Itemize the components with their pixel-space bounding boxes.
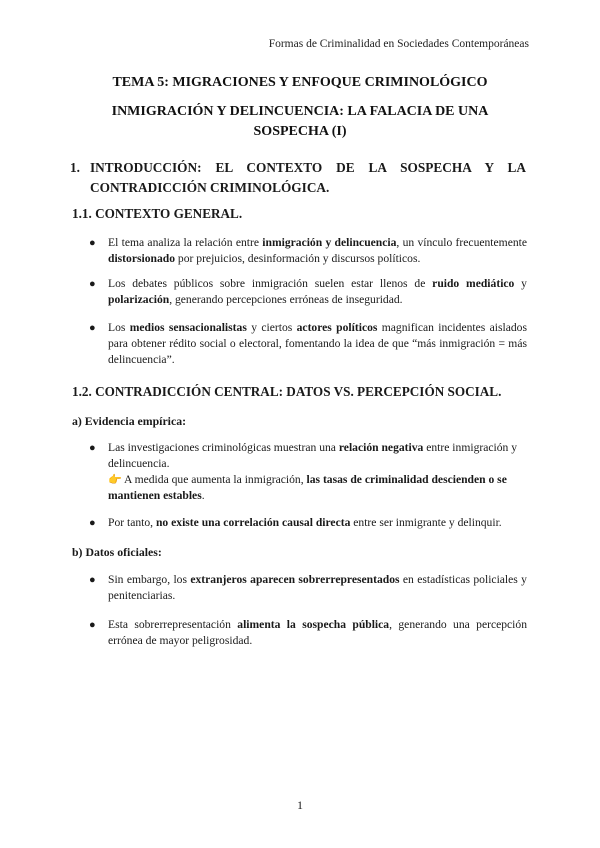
list-item: ● Sin embargo, los extranjeros aparecen sobrerrepresentados en estadísticas policiales y penitenciarias. bbox=[89, 573, 527, 602]
section-1-2-heading: 1.2. CONTRADICCIÓN CENTRAL: DATOS VS. PERCEPCIÓN SOCIAL. bbox=[72, 384, 502, 399]
topic-title: TEMA 5: MIGRACIONES Y ENFOQUE CRIMINOLÓGICO bbox=[112, 75, 488, 90]
list-item: ● Esta sobrerrepresentación alimenta la sospecha pública, generando una percepción errónea de mayor peligrosidad. bbox=[89, 618, 527, 647]
running-header: Formas de Criminalidad en Sociedades Contemporáneas bbox=[268, 38, 529, 50]
bullet-icon: ● bbox=[89, 517, 96, 529]
list-item: ● El tema analiza la relación entre inmigración y delincuencia, un vínculo frecuentemente distorsionado por prejuicios, desinformación y discursos políticos. bbox=[89, 236, 527, 265]
subtitle-line-2: SOSPECHA (I) bbox=[253, 124, 347, 139]
section-1-heading bbox=[70, 158, 526, 198]
subsection-b-heading: b) Datos oficiales: bbox=[72, 545, 162, 559]
section-1-number: 1. bbox=[70, 160, 80, 175]
subsection-a-heading: a) Evidencia empírica: bbox=[72, 414, 187, 428]
list-item: ● Por tanto, no existe una correlación causal directa entre ser inmigrante y delinquir. bbox=[89, 516, 502, 529]
bullet-icon: ● bbox=[89, 278, 96, 290]
bullet-icon: ● bbox=[89, 619, 96, 631]
list-item: ● Los debates públicos sobre inmigración suelen estar llenos de ruido mediático y polarización, generando percepciones erróneas de inseguridad. bbox=[89, 277, 527, 306]
list-item: ● Los medios sensacionalistas y ciertos actores políticos magnifican incidentes aislados para obtener rédito social o electoral, fomentando la idea de que “más inmigración = más delincuencia”. bbox=[89, 321, 527, 366]
pointing-hand-icon: 👉 bbox=[108, 473, 122, 486]
subtitle bbox=[60, 102, 540, 142]
section-1-1-heading: 1.1. CONTEXTO GENERAL. bbox=[72, 206, 243, 221]
bullet-icon: ● bbox=[89, 442, 96, 454]
page-number: 1 bbox=[297, 798, 303, 812]
subtitle-line-1: INMIGRACIÓN Y DELINCUENCIA: LA FALACIA DE UNA bbox=[111, 104, 489, 119]
section-1-title: INTRODUCCIÓN: EL CONTEXTO DE LA SOSPECHA Y LA CONTRADICCIÓN CRIMINOLÓGICA. bbox=[90, 160, 526, 195]
bullet-icon: ● bbox=[89, 574, 96, 586]
list-item: ● Las investigaciones criminológicas muestran una relación negativa entre inmigración y delincuencia. 👉 A medida que aumenta la inmigración, las tasas de criminalidad descienden o se mantienen estables. bbox=[89, 441, 518, 502]
bullet-icon: ● bbox=[89, 322, 96, 334]
bullet-icon: ● bbox=[89, 237, 96, 249]
